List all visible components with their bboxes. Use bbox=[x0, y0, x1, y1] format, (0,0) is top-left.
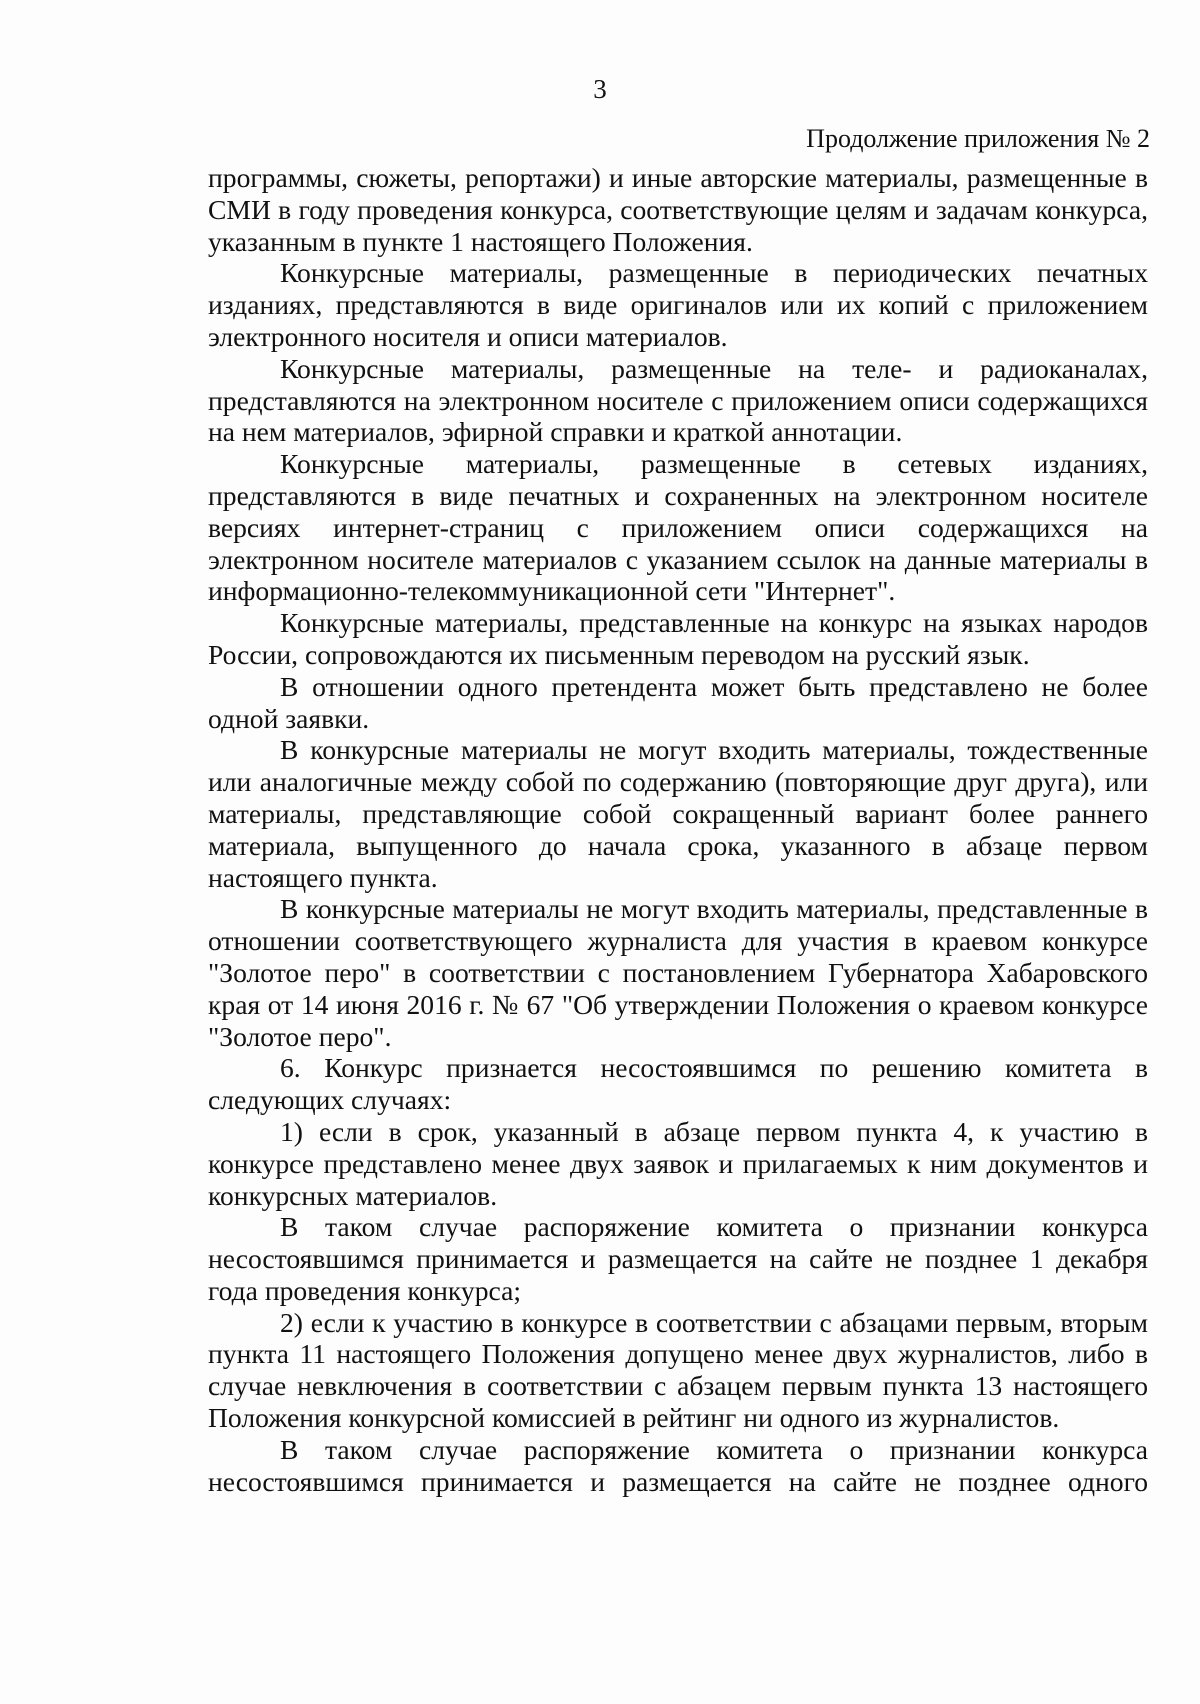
paragraph: 1) если в срок, указанный в абзаце первом пункта 4, к участию в конкурсе представлено менее двух заявок и прилагаемых к ним документов и конкурсных материалов. bbox=[208, 1115, 1148, 1211]
paragraph: В таком случае распоряжение комитета о признании конкурса несостоявшимся принимается и размещается на сайте не позднее одного bbox=[208, 1433, 1148, 1497]
paragraph: программы, сюжеты, репортажи) и иные авторские материалы, размещенные в СМИ в году проведения конкурса, соответствующие целям и задачам конкурса, указанным в пункте 1 настоящего Положения. bbox=[208, 162, 1148, 257]
paragraph: Конкурсные материалы, размещенные в сетевых изданиях, представляются в виде печатных и сохраненных на электронном носителе версиях интернет-страниц с приложением описи содержащихся на электронном носителе материалов с указанием ссылок на данные материалы в информационно-телекоммуникационной сети "Интернет". bbox=[208, 448, 1148, 607]
paragraph: 2) если к участию в конкурсе в соответствии с абзацами первым, вторым пункта 11 настоящего Положения допущено менее двух журналистов, либо в случае невключения в соответствии с абзацем первым пункта 13 настоящего Положения конкурсной комиссией в рейтинг ни одного из журналистов. bbox=[208, 1306, 1148, 1434]
document-body bbox=[208, 162, 1148, 1497]
paragraph: В конкурсные материалы не могут входить материалы, тождественные или аналогичные между собой по содержанию (повторяющие друг друга), или материалы, представляющие собой сокращенный вариант более раннего материала, выпущенного до начала срока, указанного в абзаце первом настоящего пункта. bbox=[208, 734, 1148, 893]
continuation-header: Продолжение приложения № 2 bbox=[806, 124, 1150, 153]
paragraph: В конкурсные материалы не могут входить материалы, представленные в отношении соответствующего журналиста для участия в краевом конкурсе "Золотое перо" в соответствии с постановлением Губернатора Хабаровского края от 14 июня 2016 г. № 67 "Об утверждении Положения о краевом конкурсе "Золотое перо". bbox=[208, 893, 1148, 1052]
paragraph: Конкурсные материалы, размещенные на теле- и радиоканалах, представляются на электронном носителе с приложением описи содержащихся на нем материалов, эфирной справки и краткой аннотации. bbox=[208, 352, 1148, 448]
paragraph: В отношении одного претендента может быть представлено не более одной заявки. bbox=[208, 670, 1148, 734]
paragraph: 6. Конкурс признается несостоявшимся по решению комитета в следующих случаях: bbox=[208, 1052, 1148, 1116]
paragraph: В таком случае распоряжение комитета о признании конкурса несостоявшимся принимается и размещается на сайте не позднее 1 декабря года проведения конкурса; bbox=[208, 1211, 1148, 1306]
page-number: 3 bbox=[593, 74, 607, 104]
paragraph: Конкурсные материалы, представленные на конкурс на языках народов России, сопровождаются их письменным переводом на русский язык. bbox=[208, 607, 1148, 670]
paragraph: Конкурсные материалы, размещенные в периодических печатных изданиях, представляются в виде оригиналов или их копий с приложением электронного носителя и описи материалов. bbox=[208, 257, 1148, 352]
